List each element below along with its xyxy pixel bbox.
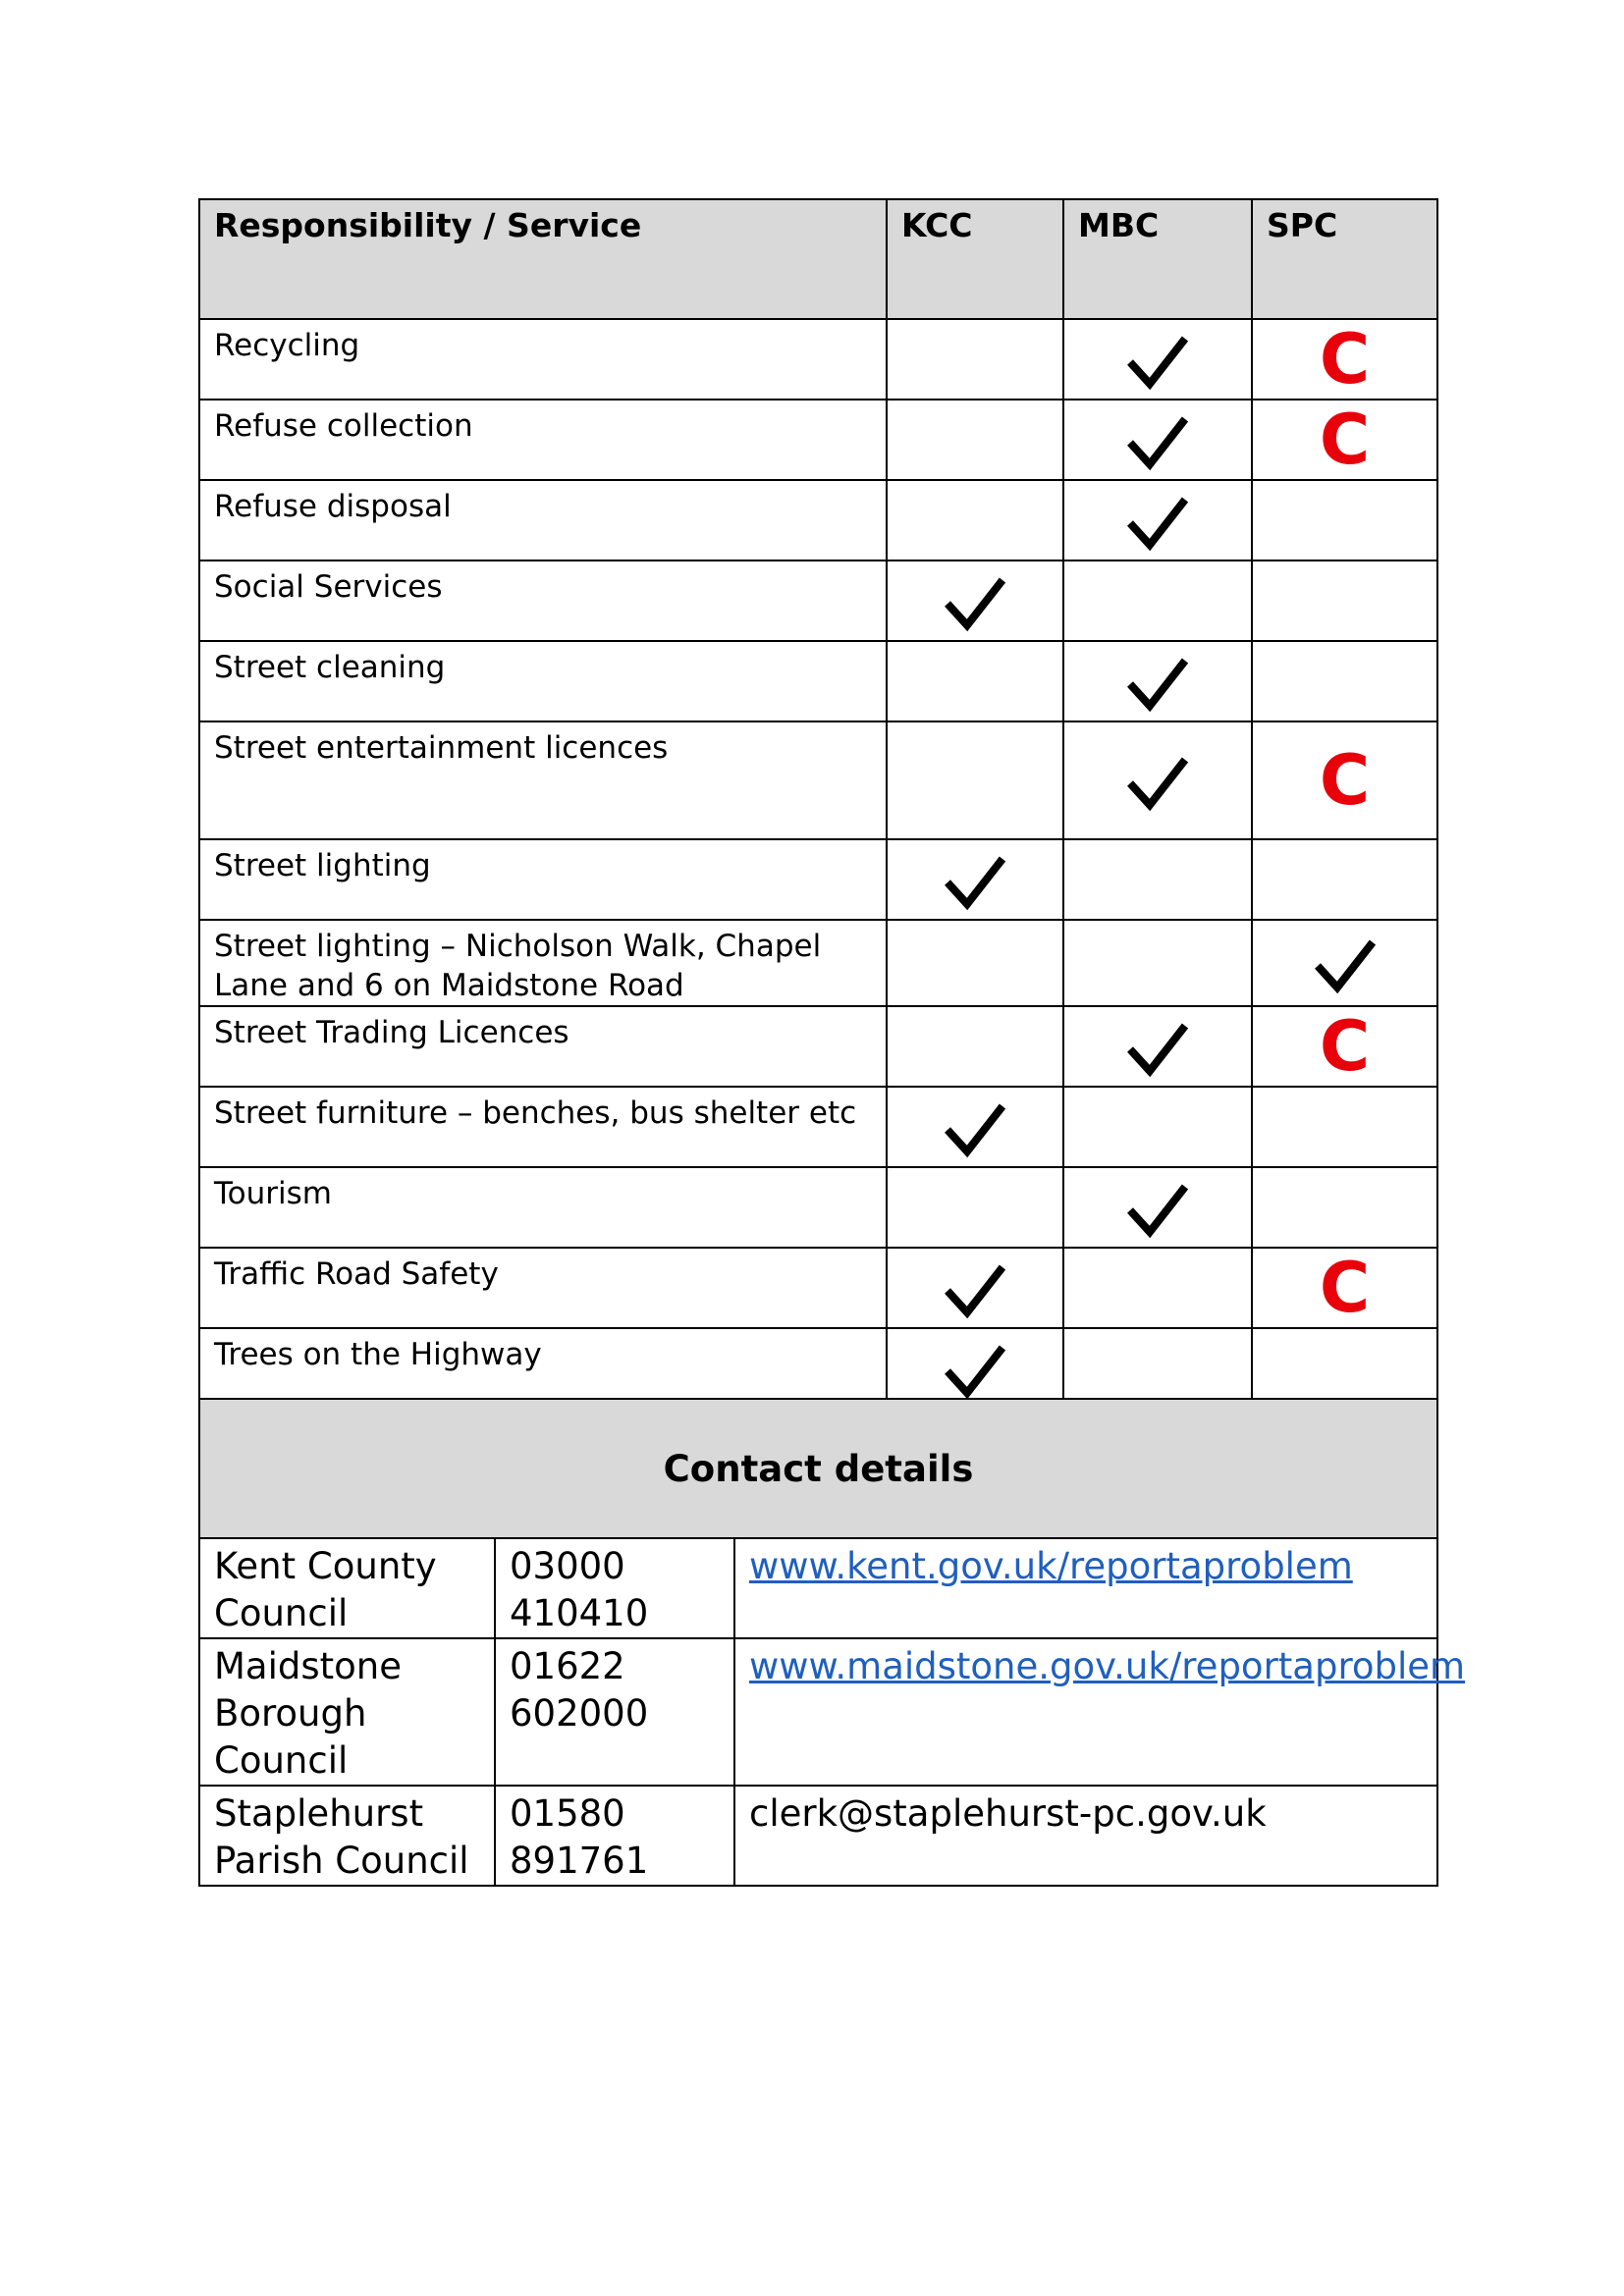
service-name: Refuse disposal [199, 480, 887, 561]
table-row [199, 480, 1437, 561]
service-name: Refuse collection [199, 400, 887, 480]
mbc-cell [1063, 920, 1252, 1006]
contact-phone: 01580 891761 [495, 1786, 734, 1886]
service-name: Trees on the Highway [199, 1328, 887, 1409]
contact-org: Staplehurst Parish Council [199, 1786, 495, 1886]
table-row [199, 920, 1437, 1006]
contact-heading-row [199, 1399, 1437, 1538]
header-service: Responsibility / Service [214, 206, 642, 244]
kcc-cell [887, 400, 1063, 480]
mbc-cell [1063, 319, 1252, 400]
kcc-cell [887, 721, 1063, 839]
header-cell-kcc [887, 199, 1063, 319]
kcc-cell [887, 1087, 1063, 1167]
contact-link[interactable]: www.kent.gov.uk/reportaproblem [749, 1545, 1353, 1587]
checkmark-icon [944, 574, 1006, 633]
consultee-mark: C [1319, 319, 1371, 400]
mbc-cell [1063, 1087, 1252, 1167]
mbc-cell [1063, 641, 1252, 721]
responsibility-header-row [199, 199, 1437, 319]
contact-row [199, 1638, 1437, 1786]
spc-cell [1252, 1248, 1437, 1328]
spc-cell [1252, 1167, 1437, 1248]
kcc-cell [887, 920, 1063, 1006]
contact-heading: Contact details [663, 1447, 974, 1490]
service-name: Tourism [199, 1167, 887, 1248]
spc-cell [1252, 641, 1437, 721]
header-cell-mbc [1063, 199, 1252, 319]
service-name: Traffic Road Safety [199, 1248, 887, 1328]
checkmark-icon [944, 1100, 1006, 1159]
service-name: Social Services [199, 561, 887, 641]
kcc-cell [887, 1167, 1063, 1248]
spc-cell [1252, 400, 1437, 480]
consultee-mark: C [1319, 1006, 1371, 1087]
table-row [199, 319, 1437, 400]
checkmark-icon [1126, 333, 1189, 392]
checkmark-icon [944, 1342, 1006, 1401]
kcc-cell [887, 1328, 1063, 1409]
service-name: Street lighting [199, 839, 887, 920]
mbc-cell [1063, 1328, 1252, 1409]
consultee-mark: C [1319, 400, 1371, 480]
checkmark-icon [1126, 1181, 1189, 1240]
kcc-cell [887, 480, 1063, 561]
mbc-cell [1063, 561, 1252, 641]
kcc-cell [887, 561, 1063, 641]
service-name: Recycling [199, 319, 887, 400]
mbc-cell [1063, 839, 1252, 920]
spc-cell [1252, 561, 1437, 641]
header-cell-service [199, 199, 887, 319]
mbc-cell [1063, 480, 1252, 561]
contact-table [198, 1398, 1466, 1887]
mbc-cell [1063, 1167, 1252, 1248]
table-row [199, 561, 1437, 641]
spc-cell [1252, 480, 1437, 561]
checkmark-icon [944, 1261, 1006, 1320]
checkmark-icon [1126, 754, 1189, 813]
spc-cell [1252, 1006, 1437, 1087]
checkmark-icon [1314, 936, 1377, 995]
table-row [199, 721, 1437, 839]
table-row [199, 1328, 1437, 1409]
checkmark-icon [944, 853, 1006, 912]
mbc-cell [1063, 1006, 1252, 1087]
mbc-cell [1063, 721, 1252, 839]
spc-cell [1252, 1328, 1437, 1409]
contact-row [199, 1538, 1437, 1638]
service-name: Street furniture – benches, bus shelter etc [199, 1087, 887, 1167]
table-row [199, 1167, 1437, 1248]
checkmark-icon [1126, 655, 1189, 714]
table-row [199, 1006, 1437, 1087]
contact-link-cell [734, 1538, 1437, 1638]
mbc-cell [1063, 1248, 1252, 1328]
table-row [199, 400, 1437, 480]
kcc-cell [887, 641, 1063, 721]
table-row [199, 1248, 1437, 1328]
consultee-mark: C [1319, 1248, 1371, 1328]
service-name: Street lighting – Nicholson Walk, Chapel Lane and 6 on Maidstone Road [199, 920, 887, 1006]
table-row [199, 1087, 1437, 1167]
contact-phone: 03000 410410 [495, 1538, 734, 1638]
checkmark-icon [1126, 494, 1189, 553]
kcc-cell [887, 839, 1063, 920]
responsibility-table [198, 198, 1438, 1410]
kcc-cell [887, 1006, 1063, 1087]
header-mbc: MBC [1078, 206, 1160, 244]
service-name: Street entertainment licences [199, 721, 887, 839]
contact-org: Kent County Council [199, 1538, 495, 1638]
spc-cell [1252, 1087, 1437, 1167]
contact-phone: 01622 602000 [495, 1638, 734, 1786]
spc-cell [1252, 721, 1437, 839]
spc-cell [1252, 920, 1437, 1006]
header-spc: SPC [1267, 206, 1338, 244]
service-name: Street Trading Licences [199, 1006, 887, 1087]
contact-heading-cell [199, 1399, 1437, 1538]
contact-row [199, 1786, 1437, 1886]
table-row [199, 641, 1437, 721]
contact-link-cell [734, 1638, 1466, 1786]
service-name: Street cleaning [199, 641, 887, 721]
consultee-mark: C [1319, 740, 1371, 821]
checkmark-icon [1126, 413, 1189, 472]
checkmark-icon [1126, 1020, 1189, 1079]
header-kcc: KCC [901, 206, 973, 244]
contact-link[interactable]: www.maidstone.gov.uk/reportaproblem [749, 1645, 1466, 1687]
table-row [199, 839, 1437, 920]
kcc-cell [887, 319, 1063, 400]
contact-email[interactable]: clerk@staplehurst-pc.gov.uk [734, 1786, 1437, 1886]
kcc-cell [887, 1248, 1063, 1328]
mbc-cell [1063, 400, 1252, 480]
spc-cell [1252, 839, 1437, 920]
spc-cell [1252, 319, 1437, 400]
header-cell-spc [1252, 199, 1437, 319]
contact-org: Maidstone Borough Council [199, 1638, 495, 1786]
